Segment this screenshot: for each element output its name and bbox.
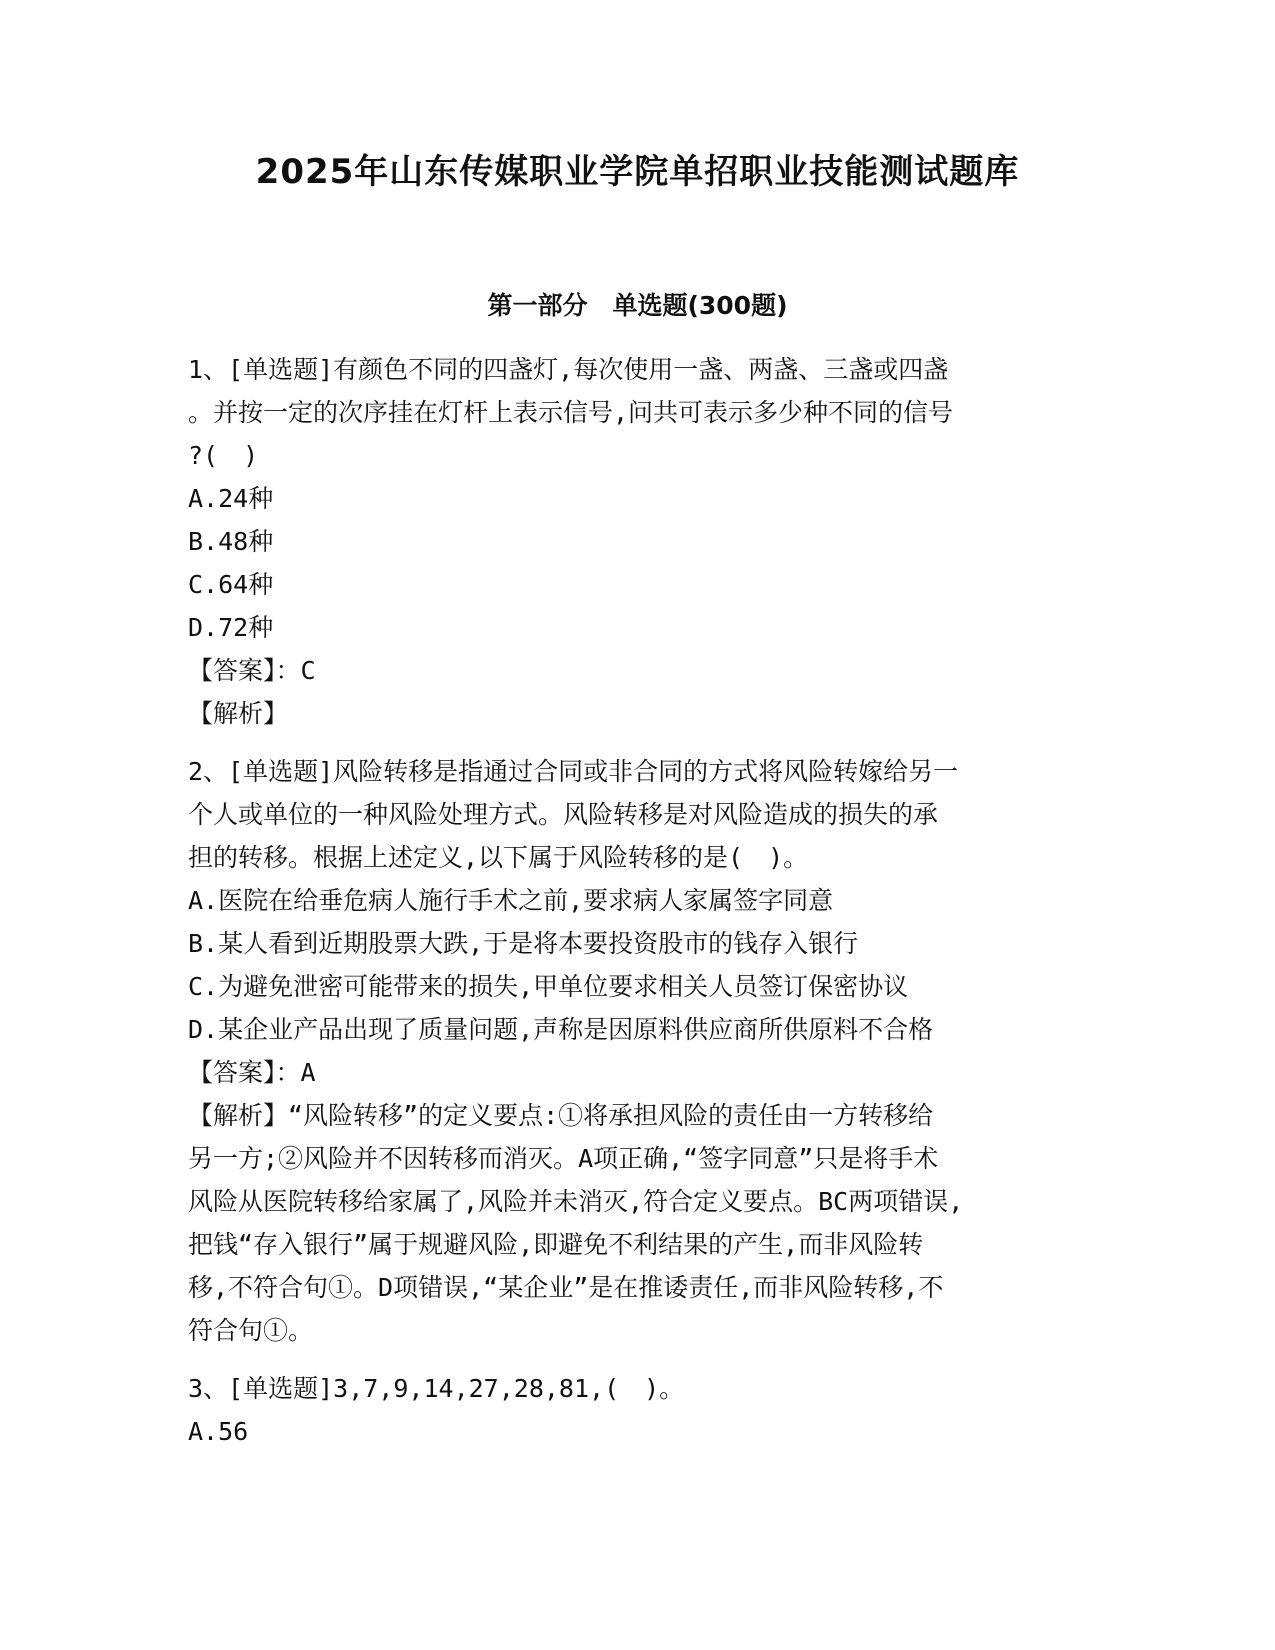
question-item <box>188 750 1088 1352</box>
question-item <box>188 1367 1088 1453</box>
question-stem-line: 3、[单选题]3,7,9,14,27,28,81,( )。 <box>188 1374 685 1403</box>
analysis-line: 【解析】 <box>188 699 289 728</box>
question-stem-line: 。并按一定的次序挂在灯杆上表示信号,问共可表示多少种不同的信号 <box>188 398 954 427</box>
analysis-line: 风险从医院转移给家属了,风险并未消灭,符合定义要点。BC两项错误, <box>188 1187 964 1216</box>
question-stem-line: 担的转移。根据上述定义,以下属于风险转移的是( )。 <box>188 843 809 872</box>
document-title: 2025年山东传媒职业学院单招职业技能测试题库 <box>255 152 1020 192</box>
option-a: A.56 <box>188 1417 249 1446</box>
option-d: D.72种 <box>188 613 274 642</box>
analysis-line: 移,不符合句①。D项错误,“某企业”是在推诿责任,而非风险转移,不 <box>188 1273 944 1302</box>
analysis-line: 符合句①。 <box>188 1316 314 1345</box>
analysis-line: 把钱“存入银行”属于规避风险,即避免不利结果的产生,而非风险转 <box>188 1230 924 1259</box>
question-stem-line: 个人或单位的一种风险处理方式。风险转移是对风险造成的损失的承 <box>188 800 939 829</box>
option-a: A.24种 <box>188 484 274 513</box>
section-title: 第一部分 单选题(300题) <box>487 291 788 320</box>
question-item <box>188 348 1088 735</box>
analysis-line: 另一方;②风险并不因转移而消灭。A项正确,“签字同意”只是将手术 <box>188 1144 939 1173</box>
answer-line: 【答案】：C <box>188 656 316 685</box>
option-d: D.某企业产品出现了质量问题,声称是因原料供应商所供原料不合格 <box>188 1015 934 1044</box>
option-b: B.48种 <box>188 527 274 556</box>
question-stem-line: 1、[单选题]有颜色不同的四盏灯,每次使用一盏、两盏、三盏或四盏 <box>188 355 949 384</box>
option-a: A.医院在给垂危病人施行手术之前,要求病人家属签字同意 <box>188 886 834 915</box>
question-list <box>188 348 1088 1468</box>
analysis-line: 【解析】“风险转移”的定义要点:①将承担风险的责任由一方转移给 <box>188 1101 934 1130</box>
question-stem-line: ?( ) <box>188 441 259 470</box>
option-b: B.某人看到近期股票大跌,于是将本要投资股市的钱存入银行 <box>188 929 859 958</box>
option-c: C.64种 <box>188 570 274 599</box>
answer-line: 【答案】：A <box>188 1058 316 1087</box>
question-stem-line: 2、[单选题]风险转移是指通过合同或非合同的方式将风险转嫁给另一 <box>188 757 959 786</box>
option-c: C.为避免泄密可能带来的损失,甲单位要求相关人员签订保密协议 <box>188 972 909 1001</box>
